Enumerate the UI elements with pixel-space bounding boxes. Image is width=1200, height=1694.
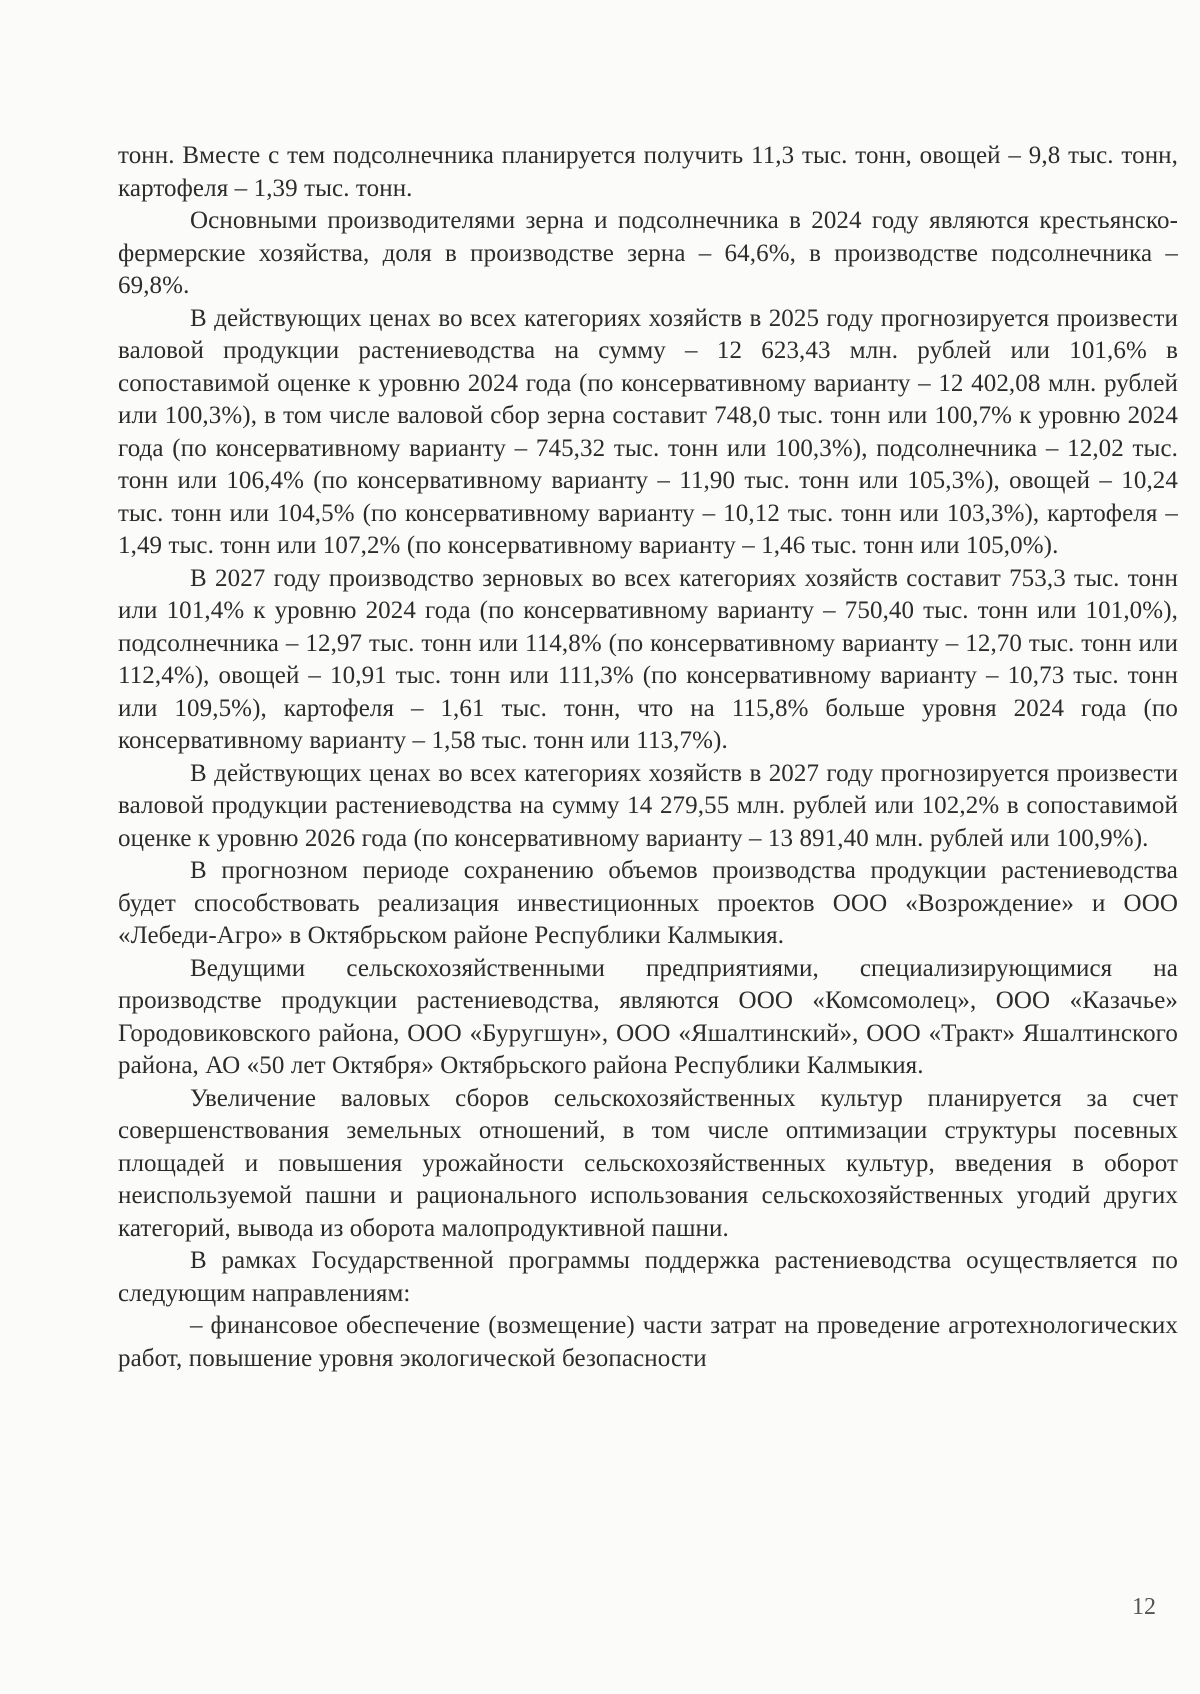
paragraph-main-producers: Основными производителями зерна и подсолнечника в 2024 году являются крестьянско-фермерские хозяйства, доля в производстве зерна – 64,6%, в производстве подсолнечника – 69,8%. [118,207,1178,299]
document-body [118,140,1178,1375]
paragraph-2027-prices: В действующих ценах во всех категориях хозяйств в 2027 году прогнозируется произвести валовой продукции растениеводства на сумму 14 279,55 млн. рублей или 102,2% в сопоставимой оценке к уровню 2026 года (по консервативному варианту – 13 891,40 млн. рублей или 100,9%). [118,759,1178,852]
paragraph-list-item-financing: – финансовое обеспечение (возмещение) части затрат на проведение агротехнологических работ, повышение уровня экологической безопасности [118,1312,1178,1372]
paragraph-2027-production: В 2027 году производство зерновых во всех категориях хозяйств составит 753,3 тыс. тонн или 101,4% к уровню 2024 года (по консервативному варианту – 750,40 тыс. тонн или 101,0%), подсолнечника – 12,97 тыс. тонн или 114,8% (по консервативному варианту – 12,70 тыс. тонн или 112,4%), овощей – 10,91 тыс. тонн или 111,3% (по консервативному варианту – 10,73 тыс. тонн или 109,5%), картофеля – 1,61 тыс. тонн, что на 115,8% больше уровня 2024 года (по консервативному варианту – 1,58 тыс. тонн или 113,7%). [118,564,1178,754]
page-number: 12 [1132,1594,1156,1620]
paragraph-leading-enterprises: Ведущими сельскохозяйственными предприятиями, специализирующимися на производстве продукции растениеводства, являются ООО «Комсомолец», ООО «Казачье» Городовиковского района, ООО «Буругшун», ООО «Яшалтинский», ООО «Тракт» Яшалтинского района, АО «50 лет Октября» Октябрьского района Республики Калмыкия. [118,954,1178,1079]
paragraph-investment-projects: В прогнозном периоде сохранению объемов производства продукции растениеводства будет способствовать реализация инвестиционных проектов ООО «Возрождение» и ООО «Лебеди-Агро» в Октябрьском районе Республики Калмыкия. [118,857,1178,949]
paragraph-yield-increase: Увеличение валовых сборов сельскохозяйственных культур планируется за счет совершенствования земельных отношений, в том числе оптимизации структуры посевных площадей и повышения урожайности сельскохозяйственных культур, введения в оборот неиспользуемой пашни и рационального использования сельскохозяйственных угодий других категорий, вывода из оборота малопродуктивной пашни. [118,1084,1178,1242]
paragraph-state-program: В рамках Государственной программы поддержка растениеводства осуществляется по следующим направлениям: [118,1247,1178,1307]
paragraph-continuation: тонн. Вместе с тем подсолнечника планируется получить 11,3 тыс. тонн, овощей – 9,8 тыс. тонн, картофеля – 1,39 тыс. тонн. [118,142,1178,202]
paragraph-2025-forecast: В действующих ценах во всех категориях хозяйств в 2025 году прогнозируется произвести валовой продукции растениеводства на сумму – 12 623,43 млн. рублей или 101,6% в сопоставимой оценке к уровню 2024 года (по консервативному варианту – 12 402,08 млн. рублей или 100,3%), в том числе валовой сбор зерна составит 748,0 тыс. тонн или 100,7% к уровню 2024 года (по консервативному варианту – 745,32 тыс. тонн или 100,3%), подсолнечника – 12,02 тыс. тонн или 106,4% (по консервативному варианту – 11,90 тыс. тонн или 105,3%), овощей – 10,24 тыс. тонн или 104,5% (по консервативному варианту – 10,12 тыс. тонн или 103,3%), картофеля – 1,49 тыс. тонн или 107,2% (по консервативному варианту – 1,46 тыс. тонн или 105,0%). [118,304,1178,559]
